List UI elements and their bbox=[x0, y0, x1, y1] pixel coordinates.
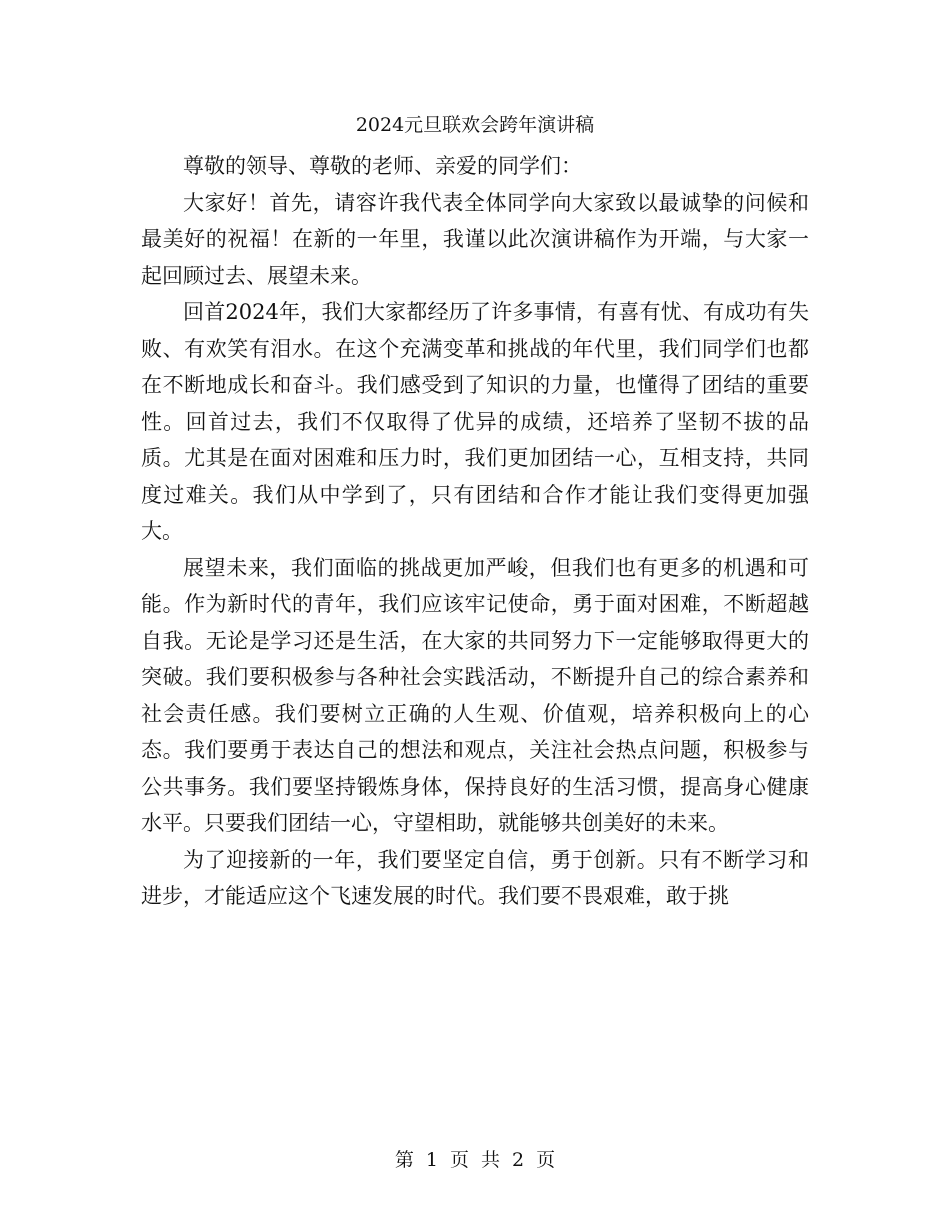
document-title: 2024元旦联欢会跨年演讲稿 bbox=[355, 114, 595, 136]
document-body bbox=[141, 148, 809, 915]
paragraph-review: 回首2024年，我们大家都经历了许多事情，有喜有忧、有成功有失败、有欢笑有泪水。在这个充满变革和挑战的年代里，我们同学们也都在不断地成长和奋斗。我们感受到了知识的力量，也懂得了团结的重要性。回首过去，我们不仅取得了优异的成绩，还培养了坚韧不拔的品质。尤其是在面对困难和压力时，我们更加团结一心，互相支持，共同度过难关。我们从中学到了，只有团结和合作才能让我们变得更加强大。 bbox=[141, 300, 809, 543]
paragraph-new-year: 为了迎接新的一年，我们要坚定自信，勇于创新。只有不断学习和进步，才能适应这个飞速发展的时代。我们要不畏艰难，敢于挑 bbox=[141, 847, 809, 908]
paragraph-greeting: 大家好！首先，请容许我代表全体同学向大家致以最诚挚的问候和最美好的祝福！在新的一年里，我谨以此次演讲稿作为开端，与大家一起回顾过去、展望未来。 bbox=[141, 190, 809, 288]
paragraph-outlook: 展望未来，我们面临的挑战更加严峻，但我们也有更多的机遇和可能。作为新时代的青年，我们应该牢记使命，勇于面对困难，不断超越自我。无论是学习还是生活，在大家的共同努力下一定能够取得更大的突破。我们要积极参与各种社会实践活动，不断提升自己的综合素养和社会责任感。我们要树立正确的人生观、价值观，培养积极向上的心态。我们要勇于表达自己的想法和观点，关注社会热点问题，积极参与公共事务。我们要坚持锻炼身体，保持良好的生活习惯，提高身心健康水平。只要我们团结一心，守望相助，就能够共创美好的未来。 bbox=[141, 555, 809, 835]
salutation: 尊敬的领导、尊敬的老师、亲爱的同学们： bbox=[183, 154, 582, 178]
page-footer: 第 1 页 共 2 页 bbox=[394, 1149, 556, 1171]
